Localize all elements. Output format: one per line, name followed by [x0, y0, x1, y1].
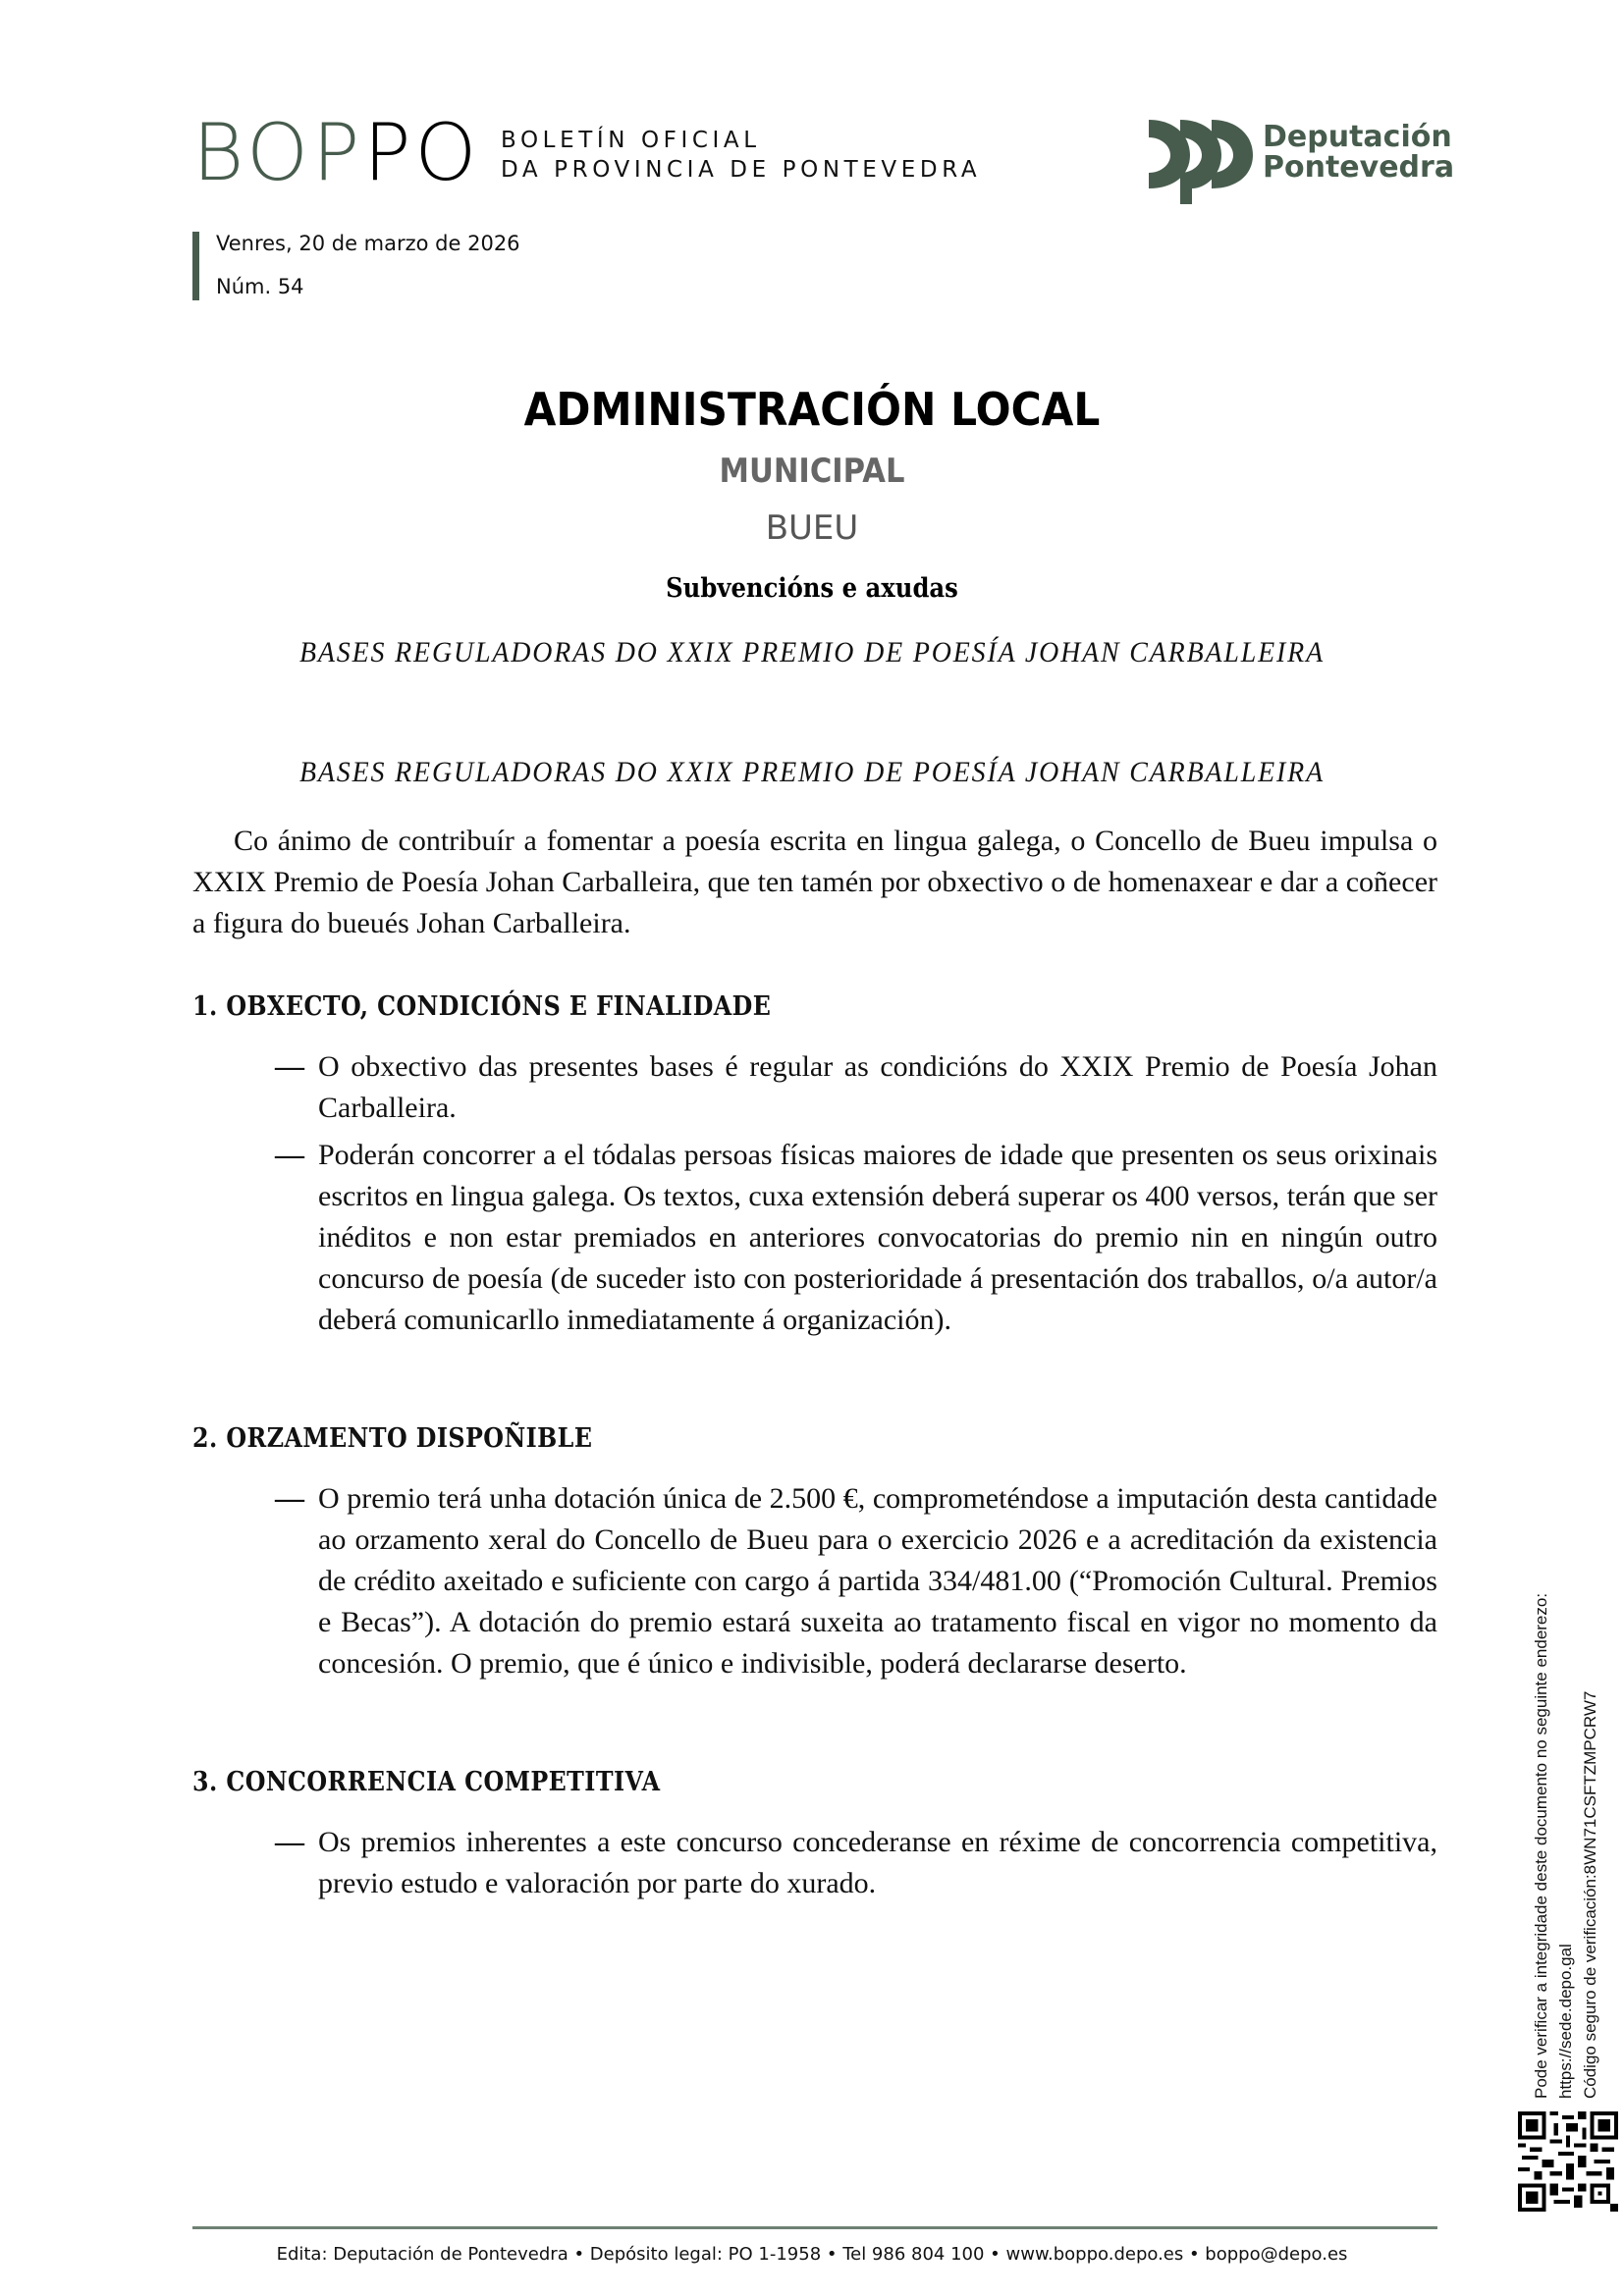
section-1-bullet-1: — O obxectivo das presentes bases é regular as condicións do XXIX Premio de Poesía Johan Carballeira. [318, 1046, 1437, 1129]
municipality-title: BUEU [765, 508, 859, 548]
verification-code: Código seguro de verificación:8WN71CSFTZMPCRW7 [1581, 1690, 1599, 2099]
boppo-logo [192, 107, 481, 198]
category-title: Subvencións e axudas [666, 573, 958, 604]
subtitle-line-2: DA PROVINCIA DE PONTEVEDRA [501, 157, 982, 183]
qr-code-icon [1518, 2110, 1618, 2213]
section-3-bullet-1: — Os premios inherentes a este concurso concederanse en réxime de concorrencia competitiva, previo estudo e valoración por parte do xurado. [318, 1822, 1437, 1904]
section-3-heading: 3. CONCORRENCIA COMPETITIVA [192, 1767, 661, 1797]
verification-text [1529, 1593, 1602, 2099]
dash-bullet: — [275, 1826, 304, 1858]
logo-part-2: PO [363, 107, 481, 198]
intro-paragraph: Co ánimo de contribuír a fomentar a poesía escrita en lingua galega, o Concello de Bueu impulsa o XXIX Premio de Poesía Johan Carballeira, que ten tamén por obxectivo o de homenaxear e dar a coñecer a figura do bueués Johan Carballeira. [192, 825, 1437, 939]
section-2-heading: 2. ORZAMENTO DISPOÑIBLE [192, 1423, 593, 1454]
dash-bullet: — [275, 1050, 304, 1083]
subtitle-line-1: BOLETÍN OFICIAL [501, 128, 761, 153]
deputacion-logo-text [1263, 122, 1454, 183]
footer-divider [192, 2226, 1437, 2229]
section-1-bullet-2: — Poderán concorrer a el tódalas persoas físicas maiores de idade que presenten os seus orixinais escritos en lingua galega. Os textos, cuxa extensión deberá superar os 400 versos, terán que ser inéditos e non estar premiados en anteriores convocatorias do premio nin en ningún outro concurso de poesía (de suceder isto con posterioridade á presentación dos traballos, o/a autor/a deberá comunicarllo inmediatamente á organización). [318, 1135, 1437, 1341]
bulletin-subtitle [501, 126, 981, 185]
issue-number: Núm. 54 [216, 275, 304, 298]
section-title: ADMINISTRACIÓN LOCAL [523, 383, 1101, 436]
verification-url[interactable]: https://sede.depo.gal [1556, 1944, 1575, 2099]
footer-text: Edita: Deputación de Pontevedra • Depósito legal: PO 1-1958 • Tel 986 804 100 • www.boppo.depo.es • boppo@depo.es [276, 2244, 1348, 2265]
issue-date: Venres, 20 de marzo de 2026 [216, 232, 520, 255]
summary-title: BASES REGULADORAS DO XXIX PREMIO DE POESÍA JOHAN CARBALLEIRA [298, 636, 1325, 668]
section-2-bullet-1: — O premio terá unha dotación única de 2.500 €, comprometéndose a imputación desta cantidade ao orzamento xeral do Concello de Bueu para o exercicio 2026 e a acreditación da existencia de crédito axeitado e suficiente con cargo á partida 334/481.00 (“Promoción Cultural. Premios e Becas”). A dotación do premio estará suxeita ao tratamento fiscal en vigor no momento da concesión. O premio, que é único e indivisible, poderá declararse deserto. [318, 1478, 1437, 1684]
dash-bullet: — [275, 1139, 304, 1171]
section-1-heading: 1. OBXECTO, CONDICIÓNS E FINALIDADE [192, 991, 772, 1022]
deputacion-line-2: Pontevedra [1263, 150, 1455, 185]
document-heading: BASES REGULADORAS DO XXIX PREMIO DE POESÍA JOHAN CARBALLEIRA [298, 756, 1325, 788]
dpp-logo-icon [1147, 116, 1255, 206]
verification-line-1: Pode verificar a integridade deste documento no seguinte enderezo: [1532, 1592, 1550, 2099]
dash-bullet: — [275, 1482, 304, 1515]
subsection-title: MUNICIPAL [719, 452, 905, 491]
logo-part-1: BOP [192, 107, 364, 198]
issue-accent-bar [192, 232, 199, 300]
deputacion-line-1: Deputación [1263, 120, 1452, 154]
